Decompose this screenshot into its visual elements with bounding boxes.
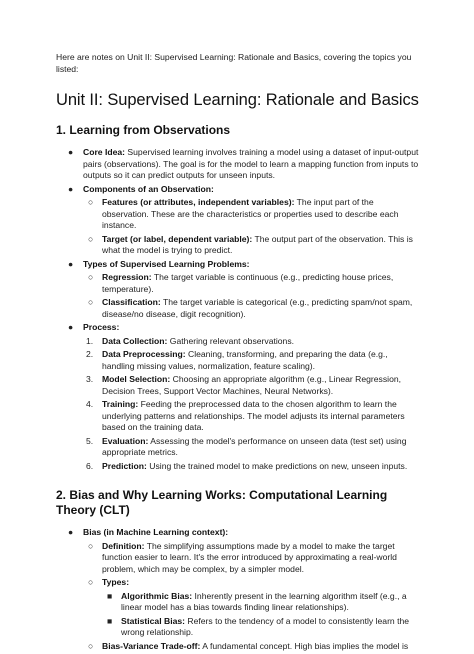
- item-text: Supervised learning involves training a model using a dataset of input-output pairs (observations). The goal is for the model to learn a mapping function from inputs to outputs so it can predict outputs for unseen inputs.: [83, 147, 419, 180]
- process-step: [56, 436, 420, 459]
- item-label: Prediction:: [102, 460, 147, 471]
- process-step: [56, 461, 420, 473]
- item-label: Target (or label, dependent variable):: [102, 233, 253, 244]
- item-label: Features (or attributes, independent variables):: [102, 197, 295, 207]
- step-number: 2.: [86, 349, 94, 359]
- square-bullet-icon: ■: [107, 590, 113, 601]
- list-item-types: [56, 577, 420, 589]
- item-label: Model Selection:: [102, 374, 171, 384]
- process-step: [56, 399, 420, 434]
- circle-bullet-icon: ○: [88, 197, 94, 207]
- list-item-tradeoff: [56, 641, 420, 653]
- item-text: Refers to the tendency of a model to consistently learn the wrong relationship.: [121, 615, 410, 637]
- document-page: [56, 52, 420, 654]
- step-number: 3.: [86, 374, 94, 384]
- step-number: 4.: [86, 399, 94, 409]
- item-label: Bias-Variance Trade-off:: [102, 640, 201, 651]
- list-item-components: [56, 184, 420, 196]
- circle-bullet-icon: ○: [88, 577, 94, 587]
- square-bullet-icon: ■: [107, 615, 113, 626]
- section-2-list: [56, 527, 420, 652]
- item-text: Using the trained model to make predictions on new, unseen inputs.: [146, 460, 408, 471]
- item-label: Evaluation:: [102, 435, 149, 446]
- item-text: Cleaning, transforming, and preparing the data (e.g., handling missing values, normalization, feature scaling).: [102, 349, 388, 371]
- item-label: Types of Supervised Learning Problems:: [83, 258, 250, 269]
- item-label: Algorithmic Bias:: [121, 590, 193, 601]
- item-label: Regression:: [102, 272, 152, 282]
- intro-text: Here are notes on Unit II: Supervised Learning: Rationale and Basics, covering the topics you listed:: [56, 52, 412, 74]
- item-label: Core Idea:: [83, 147, 126, 157]
- bullet-icon: ●: [68, 258, 74, 269]
- item-text: Inherently present in the learning algorithm itself (e.g., a linear model has a bias towards finding linear relationships).: [121, 590, 407, 612]
- item-label: Definition:: [102, 540, 145, 551]
- circle-bullet-icon: ○: [88, 540, 94, 551]
- item-text: A fundamental concept. High bias implies the model is: [200, 640, 409, 651]
- item-label: Process:: [83, 322, 120, 332]
- circle-bullet-icon: ○: [88, 640, 94, 651]
- item-label: Data Collection:: [102, 335, 168, 346]
- item-label: Bias (in Machine Learning context):: [83, 527, 229, 537]
- item-text: The input part of the observation. These are the characteristics or properties used to describe each instance.: [102, 197, 399, 230]
- section-1-list: [56, 147, 420, 472]
- document-title: Unit II: Supervised Learning: Rationale and Basics: [56, 91, 419, 109]
- item-label: Types:: [102, 577, 130, 587]
- item-label: Data Preprocessing:: [102, 349, 186, 359]
- item-label: Statistical Bias:: [121, 615, 185, 626]
- process-step: [56, 374, 420, 397]
- circle-bullet-icon: ○: [88, 272, 94, 282]
- section-1-heading: 1. Learning from Observations: [56, 123, 231, 137]
- item-text: Choosing an appropriate algorithm (e.g., Linear Regression, Decision Trees, Support Vector Machines, Neural Networks).: [102, 374, 402, 396]
- circle-bullet-icon: ○: [88, 233, 94, 244]
- item-label: Training:: [102, 399, 139, 409]
- item-text: Gathering relevant observations.: [167, 335, 295, 346]
- item-text: Assessing the model's performance on unseen data (test set) using appropriate metrics.: [102, 435, 407, 457]
- list-item-algorithmic-bias: [56, 591, 420, 614]
- list-item-bias: [56, 527, 420, 539]
- circle-bullet-icon: ○: [88, 297, 94, 307]
- list-item-statistical-bias: [56, 616, 420, 639]
- bullet-icon: ●: [68, 147, 74, 157]
- list-item-classification: [56, 297, 420, 320]
- step-number: 5.: [86, 435, 94, 446]
- item-text: The output part of the observation. This is what the model is trying to predict.: [102, 233, 413, 255]
- bullet-icon: ●: [68, 183, 74, 194]
- list-item-types: [56, 259, 420, 271]
- bullet-icon: ●: [68, 527, 74, 537]
- list-item-core-idea: [56, 147, 420, 182]
- item-text: The target variable is continuous (e.g., predicting house prices, temperature).: [102, 272, 394, 294]
- list-item-features: [56, 197, 420, 232]
- bullet-icon: ●: [68, 322, 74, 332]
- list-item-regression: [56, 272, 420, 295]
- item-text: The target variable is categorical (e.g., predicting spam/not spam, disease/no disease, digit recognition).: [102, 297, 413, 319]
- process-step: [56, 349, 420, 372]
- item-text: Feeding the preprocessed data to the chosen algorithm to learn the underlying patterns and relationships. The model adjusts its internal parameters based on the training data.: [102, 399, 405, 432]
- section-2-heading: 2. Bias and Why Learning Works: Computational Learning Theory (CLT): [56, 488, 388, 517]
- step-number: 6.: [86, 460, 94, 471]
- list-item-process: [56, 322, 420, 334]
- list-item-target: [56, 234, 420, 257]
- item-label: Classification:: [102, 297, 161, 307]
- step-number: 1.: [86, 335, 94, 346]
- item-label: Components of an Observation:: [83, 183, 214, 194]
- list-item-definition: [56, 541, 420, 576]
- process-step: [56, 336, 420, 348]
- item-text: The simplifying assumptions made by a model to make the target function easier to learn. It's the error introduced by approximating a real-world problem, which may be complex, by a simpler model.: [102, 540, 397, 574]
